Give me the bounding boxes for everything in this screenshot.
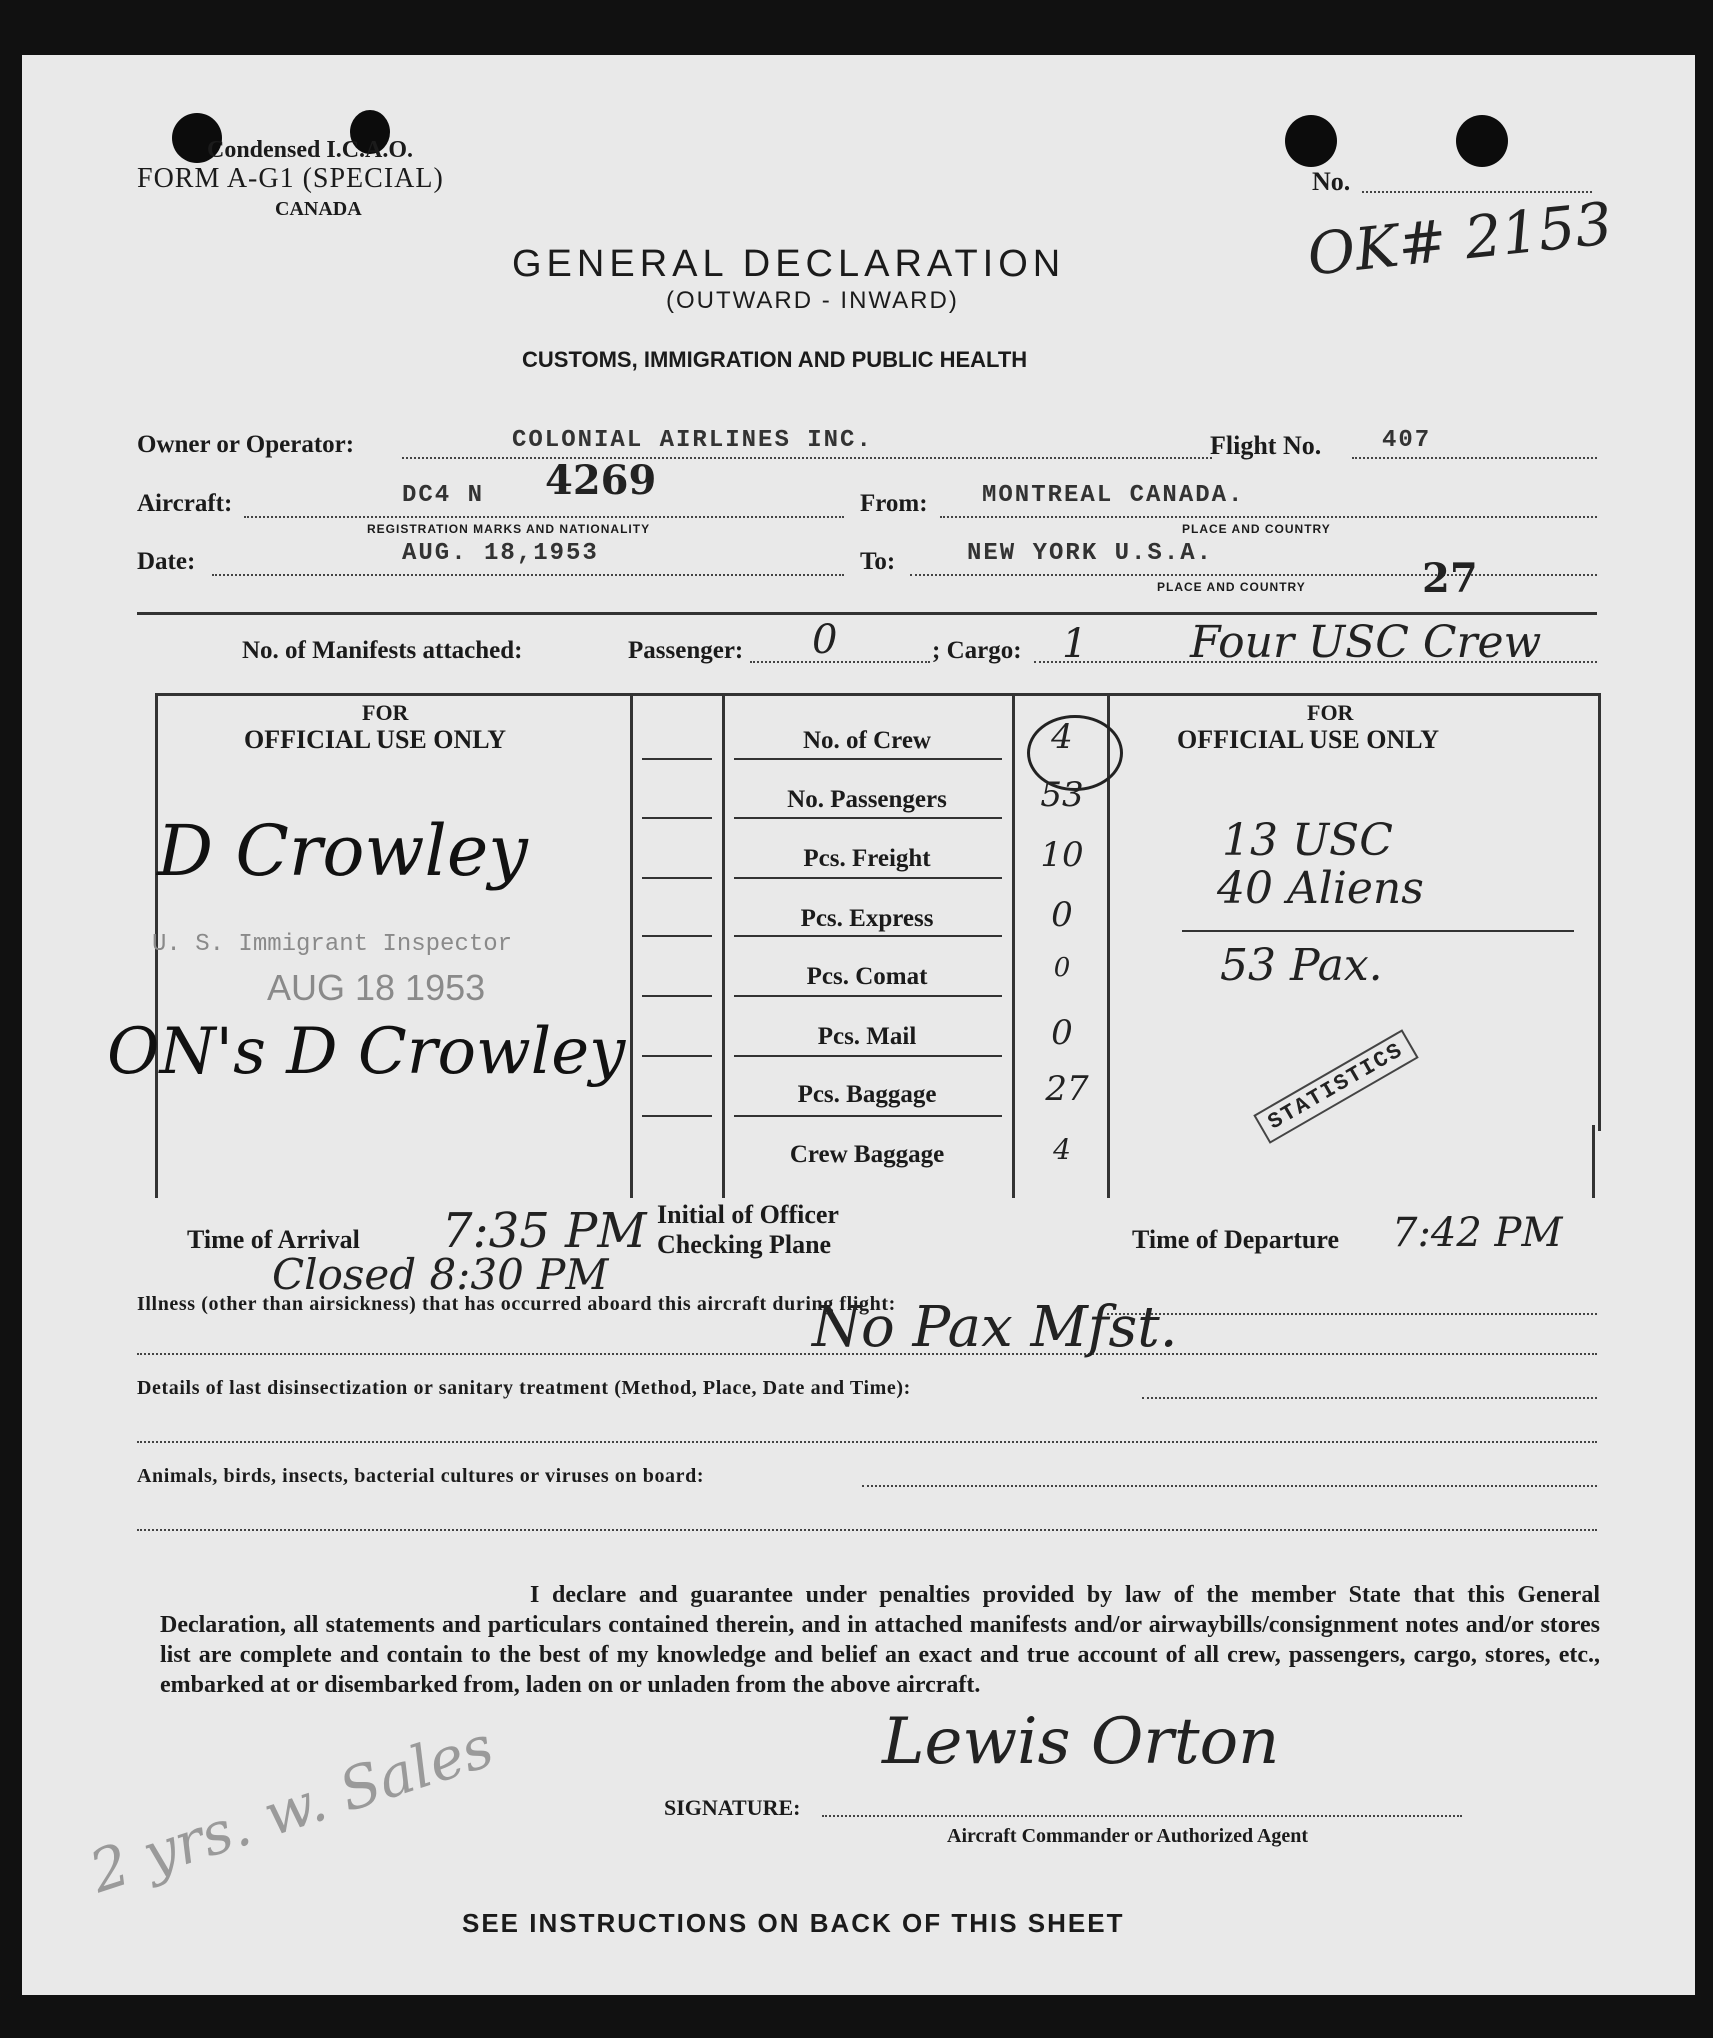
time-arrival-label: Time of Arrival xyxy=(187,1225,360,1254)
row-line xyxy=(734,935,1002,937)
aircraft-number: 4269 xyxy=(545,457,657,504)
row-value: 4 xyxy=(1051,717,1073,757)
passenger-manifest-value: 0 xyxy=(812,617,838,663)
owner-label: Owner or Operator: xyxy=(137,431,355,458)
official-signature-2: ON's D Crowley xyxy=(107,1015,626,1089)
row-line xyxy=(734,1055,1002,1057)
time-departure-label: Time of Departure xyxy=(1132,1225,1339,1254)
blank-line xyxy=(642,995,712,997)
right-header-for: FOR xyxy=(1307,700,1354,725)
statistics-stamp: STATISTICS xyxy=(1253,1029,1418,1144)
row-line xyxy=(734,817,1002,819)
page-subtitle: (OUTWARD - INWARD) xyxy=(666,287,959,314)
row-label: Pcs. Mail xyxy=(817,1023,917,1050)
document-sheet xyxy=(22,55,1695,1995)
animals-line xyxy=(862,1485,1597,1487)
table-divider-mid xyxy=(722,693,725,1198)
row-value: 0 xyxy=(1053,953,1071,983)
aircraft-line xyxy=(244,516,844,518)
punch-hole-icon xyxy=(1456,115,1508,167)
document-number-line xyxy=(1362,191,1592,193)
blank-line xyxy=(642,1115,712,1117)
official-signature-1: D Crowley xyxy=(157,810,528,892)
disinsect-line-2 xyxy=(137,1441,1597,1443)
illness-line xyxy=(1107,1313,1597,1315)
right-note-1: 13 USC xyxy=(1222,815,1393,866)
row-label: Crew Baggage xyxy=(789,1141,945,1168)
row-value: 0 xyxy=(1051,895,1073,935)
flight-no-line xyxy=(1352,457,1597,459)
to-value: NEW YORK U.S.A. xyxy=(967,540,1214,567)
right-note-underline xyxy=(1182,930,1574,932)
signature-line xyxy=(822,1815,1462,1817)
animals-label: Animals, birds, insects, bacterial cultures or viruses on board: xyxy=(137,1465,705,1487)
disinsect-label: Details of last disinsectization or sanitary treatment (Method, Place, Date and Time): xyxy=(137,1377,911,1399)
to-line xyxy=(910,574,1597,576)
illness-label: Illness (other than airsickness) that has occurred aboard this aircraft during flight: xyxy=(137,1293,896,1315)
side-number: 27 xyxy=(1422,555,1478,602)
document-number-value: OK# 2153 xyxy=(1304,189,1616,289)
table-divider-left xyxy=(630,693,633,1198)
cargo-manifest-value: 1 xyxy=(1062,621,1088,667)
table-border-left-lower xyxy=(155,1125,158,1198)
section-title: CUSTOMS, IMMIGRATION AND PUBLIC HEALTH xyxy=(522,347,1028,372)
signature-label: SIGNATURE: xyxy=(664,1795,801,1820)
closed-note: Closed 8:30 PM xyxy=(272,1250,609,1299)
passenger-manifest-line xyxy=(750,661,930,663)
signature-caption: Aircraft Commander or Authorized Agent xyxy=(947,1825,1309,1847)
from-line xyxy=(940,516,1597,518)
margin-note: 2 yrs. w. Sales xyxy=(81,1711,502,1907)
row-value: 27 xyxy=(1045,1069,1089,1109)
punch-hole-icon xyxy=(1285,115,1337,167)
from-caption: PLACE AND COUNTRY xyxy=(1182,522,1331,536)
blank-line xyxy=(642,817,712,819)
cargo-manifest-label: ; Cargo: xyxy=(932,637,1022,664)
row-label: Pcs. Baggage xyxy=(797,1081,937,1108)
row-line xyxy=(734,877,1002,879)
owner-value: COLONIAL AIRLINES INC. xyxy=(512,427,873,454)
manifests-label: No. of Manifests attached: xyxy=(242,637,523,664)
row-value: 53 xyxy=(1040,775,1084,815)
row-line xyxy=(734,995,1002,997)
row-label: Pcs. Express xyxy=(800,905,934,932)
passenger-manifest-label: Passenger: xyxy=(628,637,744,664)
row-value: 0 xyxy=(1051,1013,1073,1053)
signature-value: Lewis Orton xyxy=(882,1705,1280,1779)
row-label: No. Passengers xyxy=(787,786,947,813)
time-departure-value: 7:42 PM xyxy=(1392,1210,1563,1256)
left-header-official: OFFICIAL USE ONLY xyxy=(244,725,506,754)
blank-line xyxy=(642,758,712,760)
flight-no-value: 407 xyxy=(1382,427,1432,454)
table-border-right-lower xyxy=(1592,1125,1595,1198)
row-label: Pcs. Comat xyxy=(806,963,928,990)
aircraft-value: DC4 N xyxy=(402,482,485,509)
aircraft-label: Aircraft: xyxy=(137,490,233,517)
document-number-label: No. xyxy=(1312,167,1351,196)
right-header-official: OFFICIAL USE ONLY xyxy=(1177,725,1439,754)
flight-no-label: Flight No. xyxy=(1210,431,1322,460)
form-line-1: Condensed I.C.A.O. xyxy=(207,137,414,163)
header-divider xyxy=(137,612,1597,615)
inspector-stamp-date: AUG 18 1953 xyxy=(267,967,486,1008)
disinsect-line xyxy=(1142,1397,1597,1399)
row-line xyxy=(734,1115,1002,1117)
from-label: From: xyxy=(860,490,928,517)
crew-circle-icon xyxy=(1027,715,1123,791)
blank-line xyxy=(642,1055,712,1057)
row-value: 4 xyxy=(1053,1133,1071,1166)
blank-line xyxy=(642,877,712,879)
from-value: MONTREAL CANADA. xyxy=(982,482,1245,509)
blank-line xyxy=(642,935,712,937)
form-line-3: CANADA xyxy=(275,198,362,220)
right-note-3: 53 Pax. xyxy=(1220,940,1383,991)
to-caption: PLACE AND COUNTRY xyxy=(1157,580,1306,594)
animals-line-2 xyxy=(137,1529,1597,1531)
right-note-2: 40 Aliens xyxy=(1217,863,1424,914)
manifest-note: Four USC Crew xyxy=(1190,617,1542,668)
initial-officer-label: Initial of Officer xyxy=(657,1200,839,1229)
checking-plane-label: Checking Plane xyxy=(657,1230,832,1259)
to-label: To: xyxy=(860,548,896,575)
row-value: 10 xyxy=(1040,835,1084,875)
date-line xyxy=(212,574,844,576)
table-divider-value xyxy=(1012,693,1015,1198)
row-label: Pcs. Freight xyxy=(803,845,931,872)
registration-caption: REGISTRATION MARKS AND NATIONALITY xyxy=(367,522,651,536)
page-title: GENERAL DECLARATION xyxy=(512,243,1066,285)
form-line-2: FORM A-G1 (SPECIAL) xyxy=(137,163,444,194)
left-header-for: FOR xyxy=(362,700,409,725)
date-value: AUG. 18,1953 xyxy=(402,540,599,567)
time-arrival-value: 7:35 PM xyxy=(442,1203,647,1259)
row-line xyxy=(734,758,1002,760)
footer-instructions: SEE INSTRUCTIONS ON BACK OF THIS SHEET xyxy=(462,1908,1125,1938)
illness-note: No Pax Mfst. xyxy=(812,1295,1178,1360)
date-label: Date: xyxy=(137,548,196,575)
row-label: No. of Crew xyxy=(803,727,931,754)
owner-line xyxy=(402,457,1212,459)
declaration-text: I declare and guarantee under penalties provided by law of the member State that this General Declaration, all statements and particulars contained therein, and in attached manifests and/or airwaybills/consignment notes and/or stores list are complete and contain to the best of my knowledge and belief an exact and true account of all crew, passengers, cargo, stores, etc., embarked at or disembarked from, laden on or unladen from the above aircraft. xyxy=(160,1582,1600,1698)
inspector-stamp: U. S. Immigrant Inspector xyxy=(152,931,513,958)
